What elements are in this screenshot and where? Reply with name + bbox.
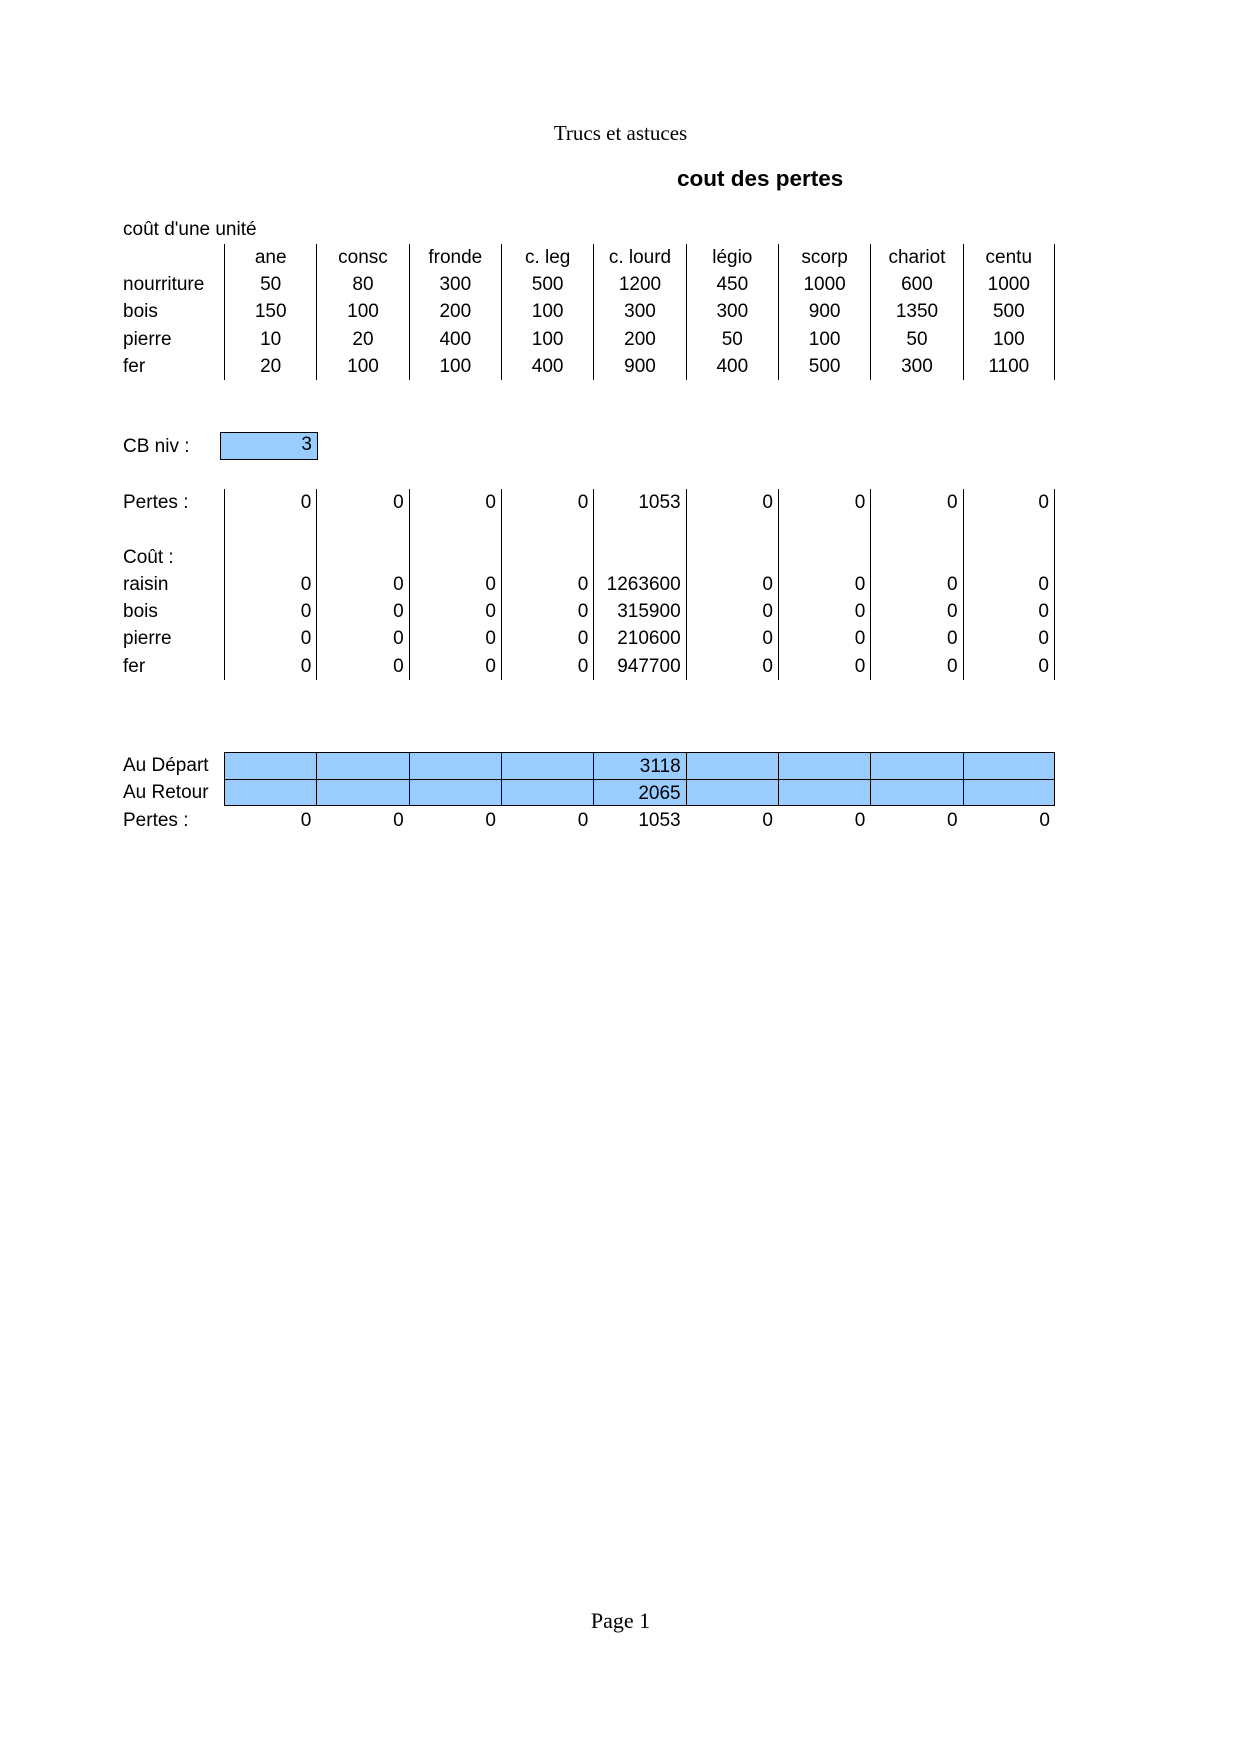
row-label: pierre (123, 328, 172, 350)
cell-value (686, 544, 778, 571)
cell-value: 0 (963, 571, 1055, 598)
cb-niv-label: CB niv : (123, 435, 190, 457)
cell-value: 1200 (593, 271, 685, 298)
column-header: ane (224, 244, 316, 271)
unit-cost-table (123, 244, 1055, 380)
depart-retour-table (123, 752, 1055, 807)
highlight-cell (686, 779, 778, 806)
cell-value (686, 516, 778, 543)
cell-value: 1000 (963, 271, 1055, 298)
highlight-cell (316, 752, 408, 779)
cell-value: 400 (686, 353, 778, 380)
highlight-cell (224, 779, 316, 806)
cell-value: 0 (501, 489, 593, 516)
cell-value: 50 (224, 271, 316, 298)
cell-value: 80 (316, 271, 408, 298)
cell-value: 0 (224, 598, 316, 625)
cell-value: 0 (762, 809, 773, 831)
highlight-cell (316, 779, 408, 806)
highlight-cell (870, 752, 962, 779)
cell-value: 0 (870, 625, 962, 652)
cell-value (224, 544, 316, 571)
cell-value: 300 (409, 271, 501, 298)
cell-value: 200 (593, 326, 685, 353)
cell-value: 315900 (593, 598, 685, 625)
cell-value: 500 (778, 353, 870, 380)
highlight-cell (963, 779, 1055, 806)
cell-value: 0 (686, 489, 778, 516)
row-label: fer (123, 655, 146, 677)
cell-value: 1100 (963, 353, 1055, 380)
column-header: consc (316, 244, 408, 271)
cell-value (316, 544, 408, 571)
highlight-cell (224, 752, 316, 779)
cell-value: 1000 (778, 271, 870, 298)
cell-value: 300 (593, 298, 685, 325)
cell-value: 0 (300, 809, 312, 831)
cell-value: 0 (393, 809, 404, 831)
cell-value: 1263600 (593, 571, 685, 598)
cell-value (963, 544, 1055, 571)
cell-value: 0 (778, 625, 870, 652)
cell-value (593, 516, 685, 543)
cell-value: 0 (686, 653, 778, 680)
cell-value: 0 (409, 489, 501, 516)
cell-value: 0 (963, 489, 1055, 516)
cell-value: 50 (870, 326, 962, 353)
column-header: chariot (870, 244, 962, 271)
row-label: Au Retour (123, 781, 209, 803)
row-label: Pertes : (123, 809, 189, 831)
cell-value (593, 544, 685, 571)
unit-cost-caption: coût d'une unité (123, 219, 257, 240)
cell-value (501, 544, 593, 571)
cell-value: 900 (778, 298, 870, 325)
cell-value: 100 (316, 353, 408, 380)
cell-value: 0 (316, 571, 408, 598)
cell-value: 0 (947, 809, 958, 831)
cell-value: 0 (224, 653, 316, 680)
cell-value: 0 (316, 598, 408, 625)
cell-value: 0 (963, 625, 1055, 652)
cell-value: 0 (870, 598, 962, 625)
row-label (123, 244, 224, 271)
cell-value: 0 (577, 809, 589, 831)
cell-value: 947700 (593, 653, 685, 680)
row-label: bois (123, 601, 158, 623)
column-header: fronde (409, 244, 501, 271)
cell-value: 300 (686, 298, 778, 325)
cell-value: 0 (409, 625, 501, 652)
cell-value (870, 516, 962, 543)
row-label: fer (123, 355, 146, 377)
row-label: Au Départ (123, 754, 209, 776)
cell-value (316, 516, 408, 543)
cell-value: 0 (501, 598, 593, 625)
cell-value: 0 (963, 598, 1055, 625)
cell-value: 20 (224, 353, 316, 380)
cell-value: 0 (409, 653, 501, 680)
cell-value (224, 516, 316, 543)
cell-value: 0 (686, 598, 778, 625)
cell-value: 0 (316, 625, 408, 652)
cell-value: 1350 (870, 298, 962, 325)
cell-value (778, 516, 870, 543)
cell-value: 0 (778, 571, 870, 598)
cell-value: 0 (224, 625, 316, 652)
cell-value: 0 (316, 653, 408, 680)
cell-value: 10 (224, 326, 316, 353)
row-label: Pertes : (123, 492, 189, 513)
cell-value: 0 (963, 653, 1055, 680)
cell-value: 100 (316, 298, 408, 325)
cell-value (409, 516, 501, 543)
column-header: c. leg (501, 244, 593, 271)
cell-value: 1053 (638, 809, 681, 831)
highlight-cell (778, 752, 870, 779)
cell-value: 150 (224, 298, 316, 325)
highlight-cell: 2065 (593, 779, 685, 806)
row-label (123, 516, 224, 543)
column-header: légio (686, 244, 778, 271)
cell-value (501, 516, 593, 543)
cell-value: 0 (870, 571, 962, 598)
cb-niv-value-cell: 3 (220, 432, 318, 460)
cell-value: 400 (501, 353, 593, 380)
cell-value: 0 (409, 598, 501, 625)
cell-value: 20 (316, 326, 408, 353)
cell-value (409, 544, 501, 571)
cell-value: 500 (501, 271, 593, 298)
page-number: Page 1 (590, 1608, 651, 1633)
cell-value: 900 (593, 353, 685, 380)
cell-value: 600 (870, 271, 962, 298)
row-label: bois (123, 301, 158, 323)
highlight-cell: 3118 (593, 752, 685, 779)
cell-value: 300 (870, 353, 962, 380)
cell-value: 500 (963, 298, 1055, 325)
cell-value (870, 544, 962, 571)
row-label: raisin (123, 573, 169, 595)
cell-value: 100 (501, 326, 593, 353)
cell-value: 0 (224, 571, 316, 598)
cell-value: 0 (501, 653, 593, 680)
column-header: scorp (778, 244, 870, 271)
cell-value: 400 (409, 326, 501, 353)
column-header: c. lourd (593, 244, 685, 271)
cell-value: 0 (1039, 809, 1050, 831)
cell-value: 450 (686, 271, 778, 298)
document-header: Trucs et astuces (553, 121, 688, 145)
cell-value: 50 (686, 326, 778, 353)
cell-value: 0 (870, 653, 962, 680)
highlight-cell (501, 779, 593, 806)
cell-value: 0 (501, 625, 593, 652)
row-label: pierre (123, 628, 172, 650)
cell-value: 0 (778, 489, 870, 516)
cell-value: 100 (778, 326, 870, 353)
cell-value: 0 (778, 653, 870, 680)
pertes-bottom-row (123, 807, 1055, 834)
highlight-cell (870, 779, 962, 806)
cell-value: 100 (963, 326, 1055, 353)
cell-value: 0 (870, 489, 962, 516)
cell-value: 0 (409, 571, 501, 598)
highlight-cell (409, 779, 501, 806)
cell-value: 100 (501, 298, 593, 325)
cell-value: 0 (501, 571, 593, 598)
cell-value: 0 (686, 625, 778, 652)
highlight-cell (686, 752, 778, 779)
sheet-title: cout des pertes (677, 166, 844, 191)
cell-value: 100 (409, 353, 501, 380)
cell-value: 200 (409, 298, 501, 325)
cell-value: 0 (224, 489, 316, 516)
cell-value: 0 (854, 809, 866, 831)
cell-value: 0 (686, 571, 778, 598)
cell-value: 210600 (593, 625, 685, 652)
losses-cost-table (123, 489, 1055, 680)
highlight-cell (409, 752, 501, 779)
cell-value: 0 (485, 809, 496, 831)
cell-value: 1053 (593, 489, 685, 516)
column-header: centu (963, 244, 1055, 271)
highlight-cell (963, 752, 1055, 779)
row-label: nourriture (123, 274, 205, 296)
cell-value: 0 (316, 489, 408, 516)
cell-value (963, 516, 1055, 543)
highlight-cell (778, 779, 870, 806)
highlight-cell (501, 752, 593, 779)
row-label: Coût : (123, 546, 174, 568)
cell-value: 0 (778, 598, 870, 625)
cell-value (778, 544, 870, 571)
